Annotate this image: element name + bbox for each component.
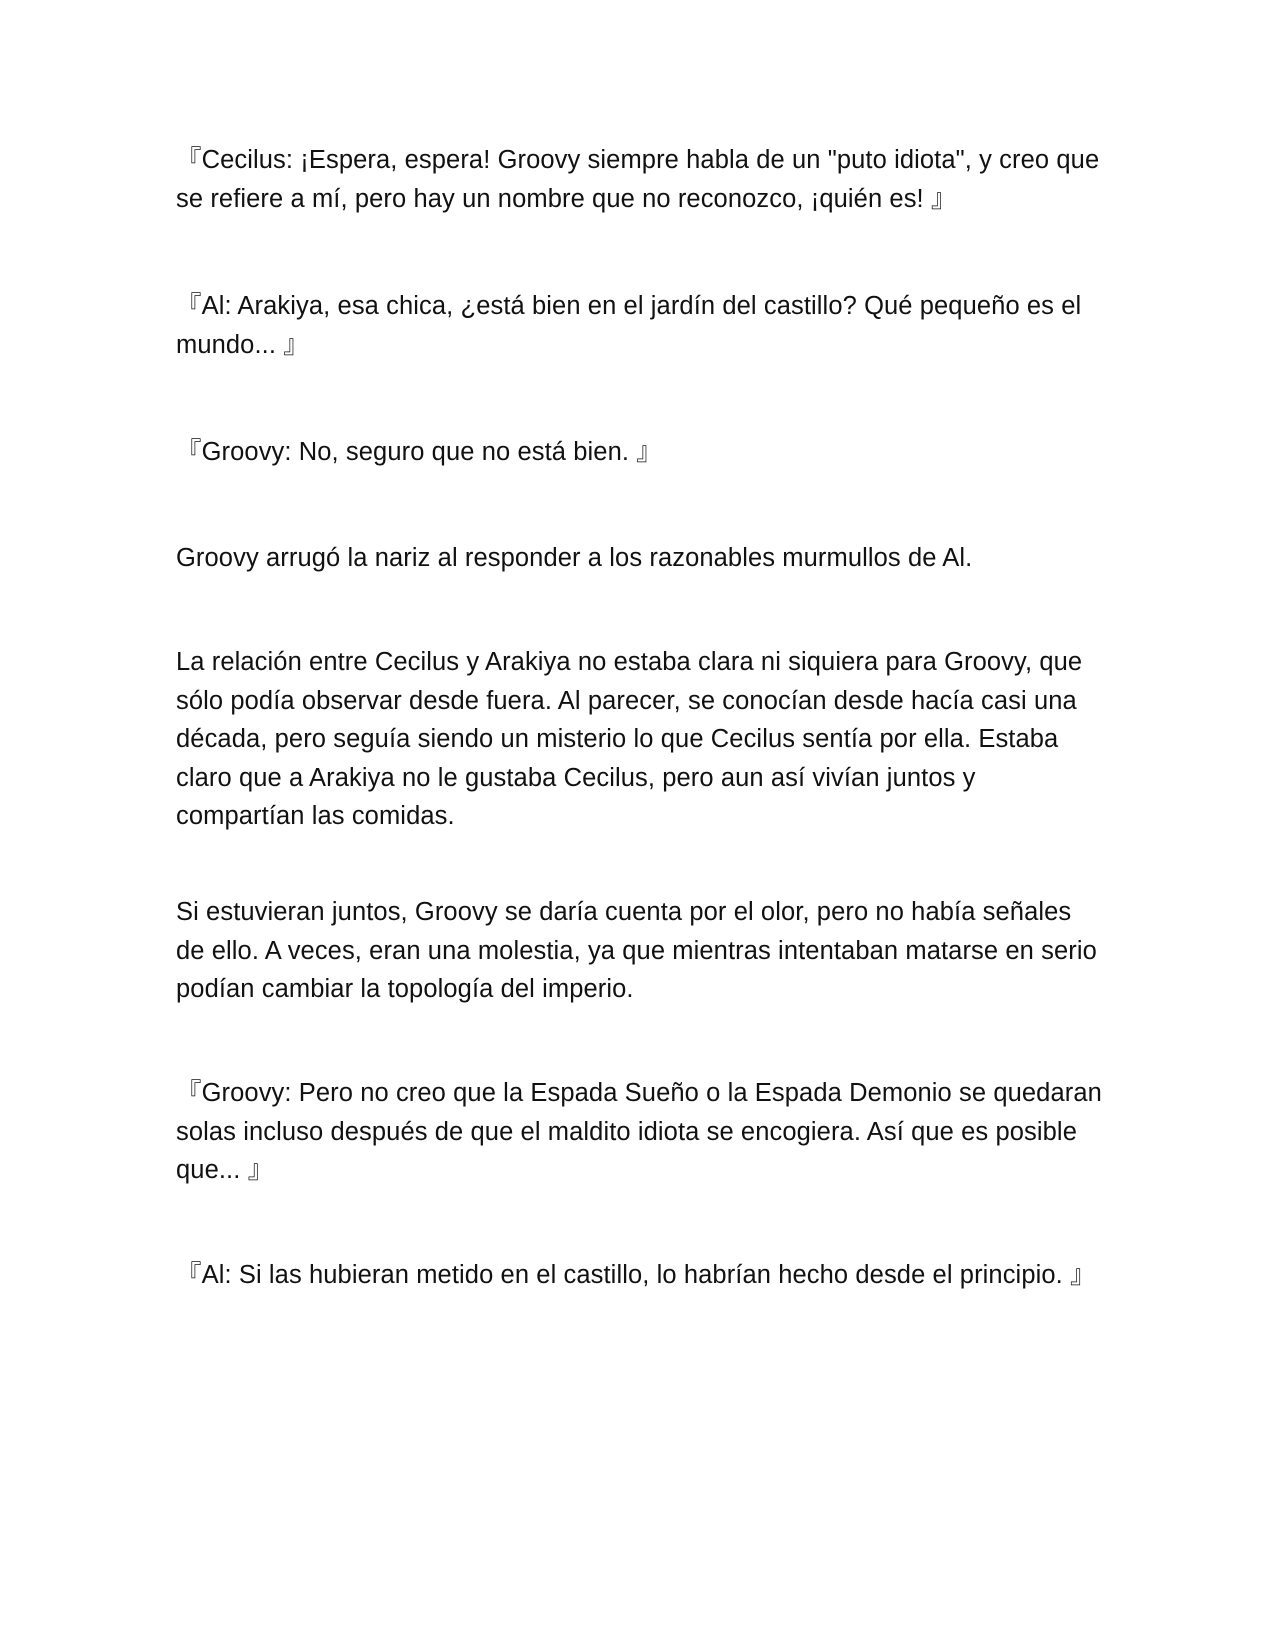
paragraph-dialogue-al: 『Al: Si las hubieran metido en el castillo, lo habrían hecho desde el principio. 』 [176,1261,1096,1289]
paragraph-dialogue-cecilus: 『Cecilus: ¡Espera, espera! Groovy siempre habla de un "puto idiota", y creo que se refiere a mí, pero hay un nombre que no reconozco, ¡quién es! 』 [176,146,1100,213]
paragraph-narration: Groovy arrugó la nariz al responder a los razonables murmullos de Al. [176,544,973,572]
paragraph-dialogue-groovy: 『Groovy: No, seguro que no está bien. 』 [176,438,662,466]
paragraph-narration: La relación entre Cecilus y Arakiya no estaba clara ni siquiera para Groovy, que sólo podía observar desde fuera. Al parecer, se conocían desde hacía casi una década, pero seguía siendo un misterio lo que Cecilus sentía por ella. Estaba claro que a Arakiya no le gustaba Cecilus, pero aun así vivían juntos y compartían las comidas. [176,648,1083,830]
paragraph-narration: Si estuvieran juntos, Groovy se daría cuenta por el olor, pero no había señales de ello. A veces, eran una molestia, ya que mientras intentaban matarse en serio podían cambiar la topología del imperio. [176,898,1097,1003]
paragraph-dialogue-groovy: 『Groovy: Pero no creo que la Espada Sueño o la Espada Demonio se quedaran solas incluso después de que el maldito idiota se encogiera. Así que es posible que... 』 [176,1079,1102,1184]
paragraph-dialogue-al: 『Al: Arakiya, esa chica, ¿está bien en el jardín del castillo? Qué pequeño es el mundo... 』 [176,292,1082,359]
